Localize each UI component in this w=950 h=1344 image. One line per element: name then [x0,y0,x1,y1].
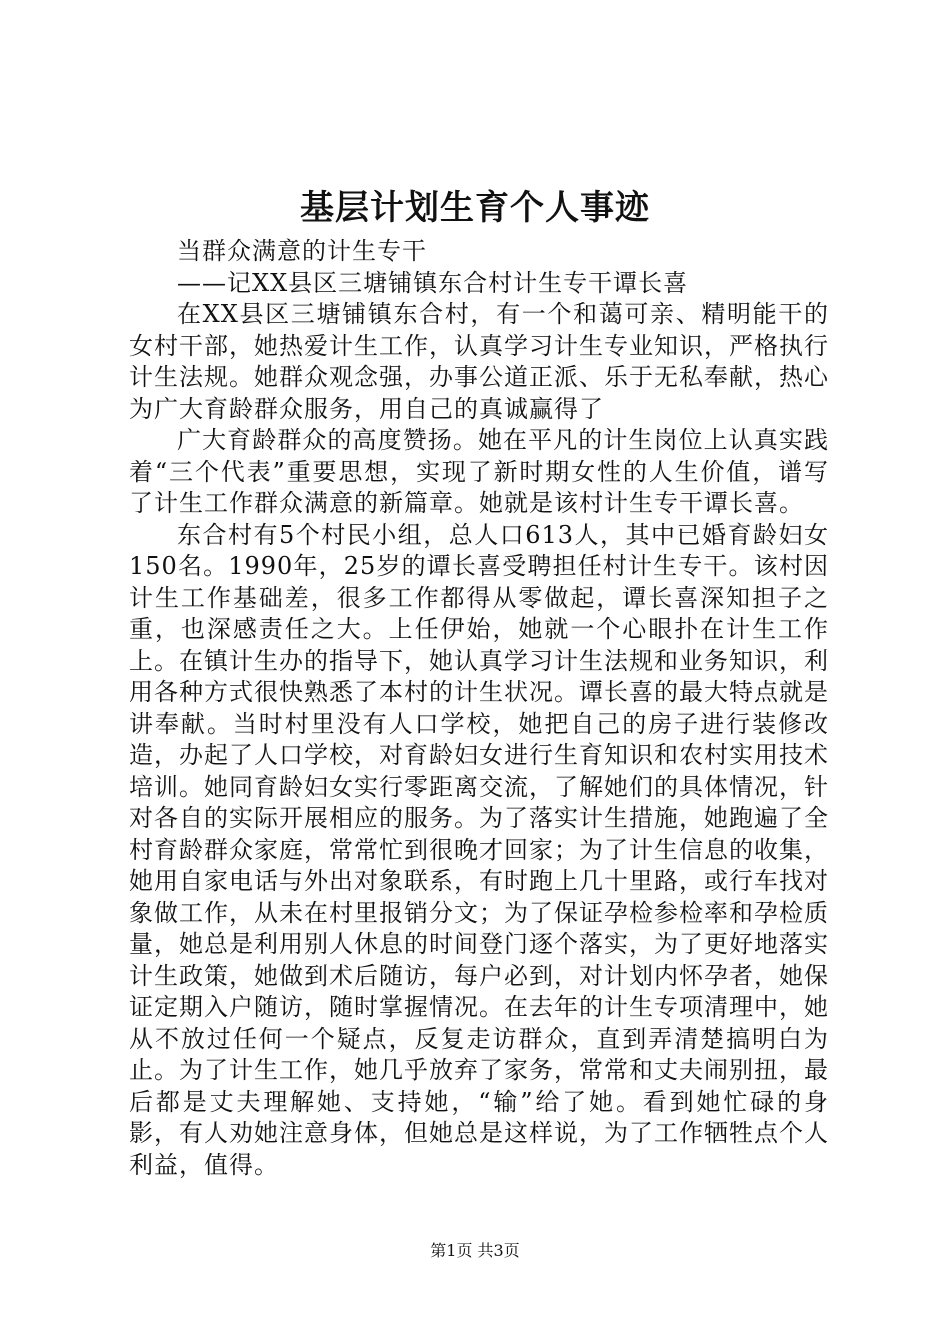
paragraph-intro: 在XX县区三塘铺镇东合村，有一个和蔼可亲、精明能干的女村干部，她热爱计生工作，认真学习计生专业知识，严格执行计生法规。她群众观念强，办事公道正派、乐于无私奉献，热心为广大育龄群众服务，用自己的真诚赢得了 [129,300,829,423]
paragraph-praise: 广大育龄群众的高度赞扬。她在平凡的计生岗位上认真实践着“三个代表”重要思想，实现了新时期女性的人生价值，谱写了计生工作群众满意的新篇章。她就是该村计生专干谭长喜。 [129,426,829,517]
paragraph-subtitle: 当群众满意的计生专干 [177,237,427,265]
page-number: 第1页 共3页 [430,1241,520,1260]
paragraph-main: 东合村有5个村民小组，总人口613人，其中已婚育龄妇女150名。1990年，25岁的谭长喜受聘担任村计生专干。该村因计生工作基础差，很多工作都得从零做起，谭长喜深知担子之重，也深感责任之大。上任伊始，她就一个心眼扑在计生工作上。在镇计生办的指导下，她认真学习计生法规和业务知识，利用各种方式很快熟悉了本村的计生状况。谭长喜的最大特点就是讲奉献。当时村里没有人口学校，她把自己的房子进行装修改造，办起了人口学校，对育龄妇女进行生育知识和农村实用技术培训。她同育龄妇女实行零距离交流，了解她们的具体情况，针对各自的实际开展相应的服务。为了落实计生措施，她跑遍了全村育龄群众家庭，常常忙到很晚才回家；为了计生信息的收集，她用自家电话与外出对象联系，有时跑上几十里路，或行车找对象做工作，从未在村里报销分文；为了保证孕检参检率和孕检质量，她总是利用别人休息的时间登门逐个落实，为了更好地落实计生政策，她做到术后随访，每户必到，对计划内怀孕者，她保证定期入户随访，随时掌握情况。在去年的计生专项清理中，她从不放过任何一个疑点，反复走访群众，直到弄清楚搞明白为止。为了计生工作，她几乎放弃了家务，常常和丈夫闹别扭，最后都是丈夫理解她、支持她，“输”给了她。看到她忙碌的身影，有人劝她注意身体，但她总是这样说，为了工作牺牲点个人利益，值得。 [129,520,829,1179]
document-title: 基层计划生育个人事迹 [300,188,650,228]
paragraph-subtitle-byline: ——记XX县区三塘铺镇东合村计生专干谭长喜 [177,268,689,297]
document-body [129,236,829,1181]
